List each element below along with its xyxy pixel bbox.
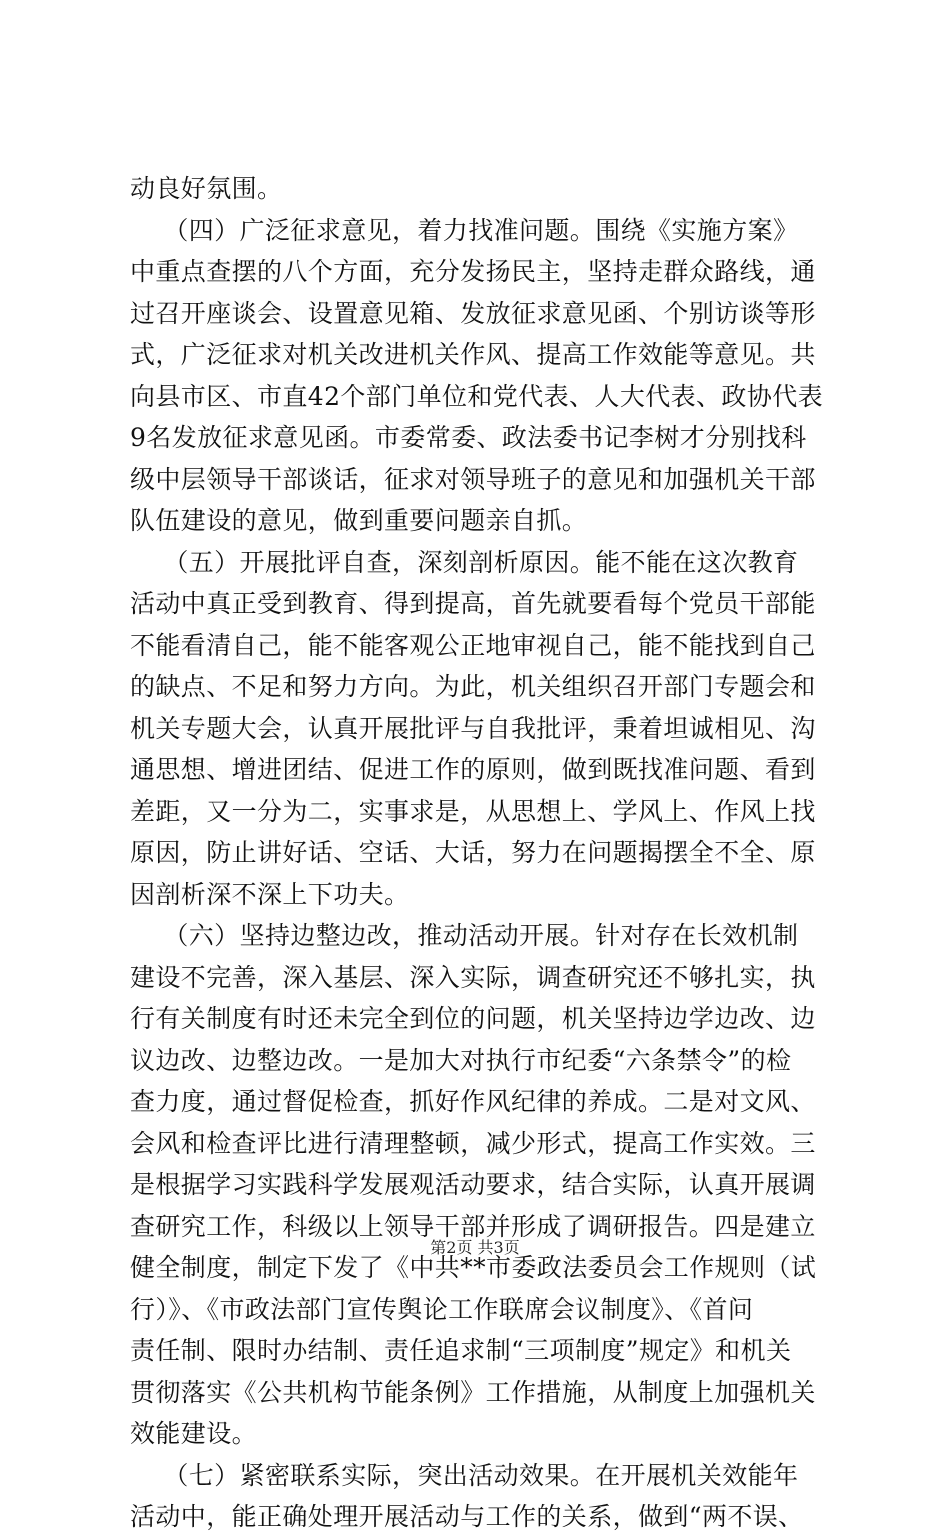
text-line: 动良好氛围。 bbox=[130, 174, 283, 203]
text-line: 查研究工作，科级以上领导干部并形成了调研报告。四是建立 bbox=[130, 1211, 816, 1241]
text-line: 因剖析深不深上下功夫。 bbox=[130, 879, 410, 909]
text-line: 行有关制度有时还未完全到位的问题，机关坚持边学边改、边 bbox=[130, 1004, 816, 1033]
text-line: 级中层领导干部谈话，征求对领导班子的意见和加强机关干部 bbox=[130, 464, 816, 494]
text-line: （五）开展批评自查，深刻剖析原因。能不能在这次教育 bbox=[130, 547, 799, 577]
text-line: 议边改、边整边改。一是加大对执行市纪委“六条禁令”的检 bbox=[130, 1045, 792, 1075]
page-number-footer: 第2页 共3页 bbox=[430, 1238, 520, 1257]
text-line: 查力度，通过督促检查，抓好作风纪律的养成。二是对文风、 bbox=[130, 1087, 816, 1116]
text-line: 差距，又一分为二，实事求是，从思想上、学风上、作风上找 bbox=[130, 796, 816, 826]
text-line: 式，广泛征求对机关改进机关作风、提高工作效能等意见。共 bbox=[130, 340, 816, 369]
text-line: 效能建设。 bbox=[130, 1419, 258, 1448]
text-line: 9名发放征求意见函。市委常委、政法委书记李树才分别找科 bbox=[130, 423, 807, 452]
text-line: 向县市区、市直42个部门单位和党代表、人大代表、政协代表 bbox=[130, 381, 824, 411]
text-line: （七）紧密联系实际，突出活动效果。在开展机关效能年 bbox=[130, 1460, 799, 1490]
text-line: 建设不完善，深入基层、深入实际，调查研究还不够扎实，执 bbox=[130, 962, 816, 992]
text-line: 行）》、《市政法部门宣传舆论工作联席会议制度》、《首问 bbox=[130, 1294, 754, 1324]
text-line: 贯彻落实《公共机构节能条例》工作措施，从制度上加强机关 bbox=[130, 1377, 816, 1407]
text-line: 中重点查摆的八个方面，充分发扬民主，坚持走群众路线，通 bbox=[130, 257, 816, 286]
text-line: 活动中，能正确处理开展活动与工作的关系，做到“两不误、 bbox=[130, 1502, 804, 1531]
text-line: 会风和检查评比进行清理整顿，减少形式，提高工作实效。三 bbox=[130, 1128, 816, 1158]
text-line: 原因，防止讲好话、空话、大话，努力在问题揭摆全不全、原 bbox=[130, 838, 816, 867]
text-line: （六）坚持边整边改，推动活动开展。针对存在长效机制 bbox=[130, 921, 799, 950]
text-line: 责任制、限时办结制、责任追求制“三项制度”规定》和机关 bbox=[130, 1336, 792, 1365]
text-line: 是根据学习实践科学发展观活动要求，结合实际，认真开展调 bbox=[130, 1170, 816, 1199]
document-body bbox=[130, 168, 824, 1538]
text-line: 活动中真正受到教育、得到提高，首先就要看每个党员干部能 bbox=[130, 589, 816, 618]
text-line: （四）广泛征求意见，着力找准问题。围绕《实施方案》 bbox=[130, 215, 799, 245]
text-line: 机关专题大会，认真开展批评与自我批评，秉着坦诚相见、沟 bbox=[130, 713, 816, 743]
text-line: 队伍建设的意见，做到重要问题亲自抓。 bbox=[130, 506, 588, 535]
text-line: 的缺点、不足和努力方向。为此，机关组织召开部门专题会和 bbox=[130, 672, 816, 701]
text-line: 过召开座谈会、设置意见箱、发放征求意见函、个别访谈等形 bbox=[130, 298, 816, 328]
text-line: 不能看清自己，能不能客观公正地审视自己，能不能找到自己 bbox=[130, 630, 816, 660]
text-line: 通思想、增进团结、促进工作的原则，做到既找准问题、看到 bbox=[130, 755, 816, 784]
text-line: 健全制度，制定下发了《中共**市委政法委员会工作规则（试 bbox=[130, 1253, 817, 1282]
